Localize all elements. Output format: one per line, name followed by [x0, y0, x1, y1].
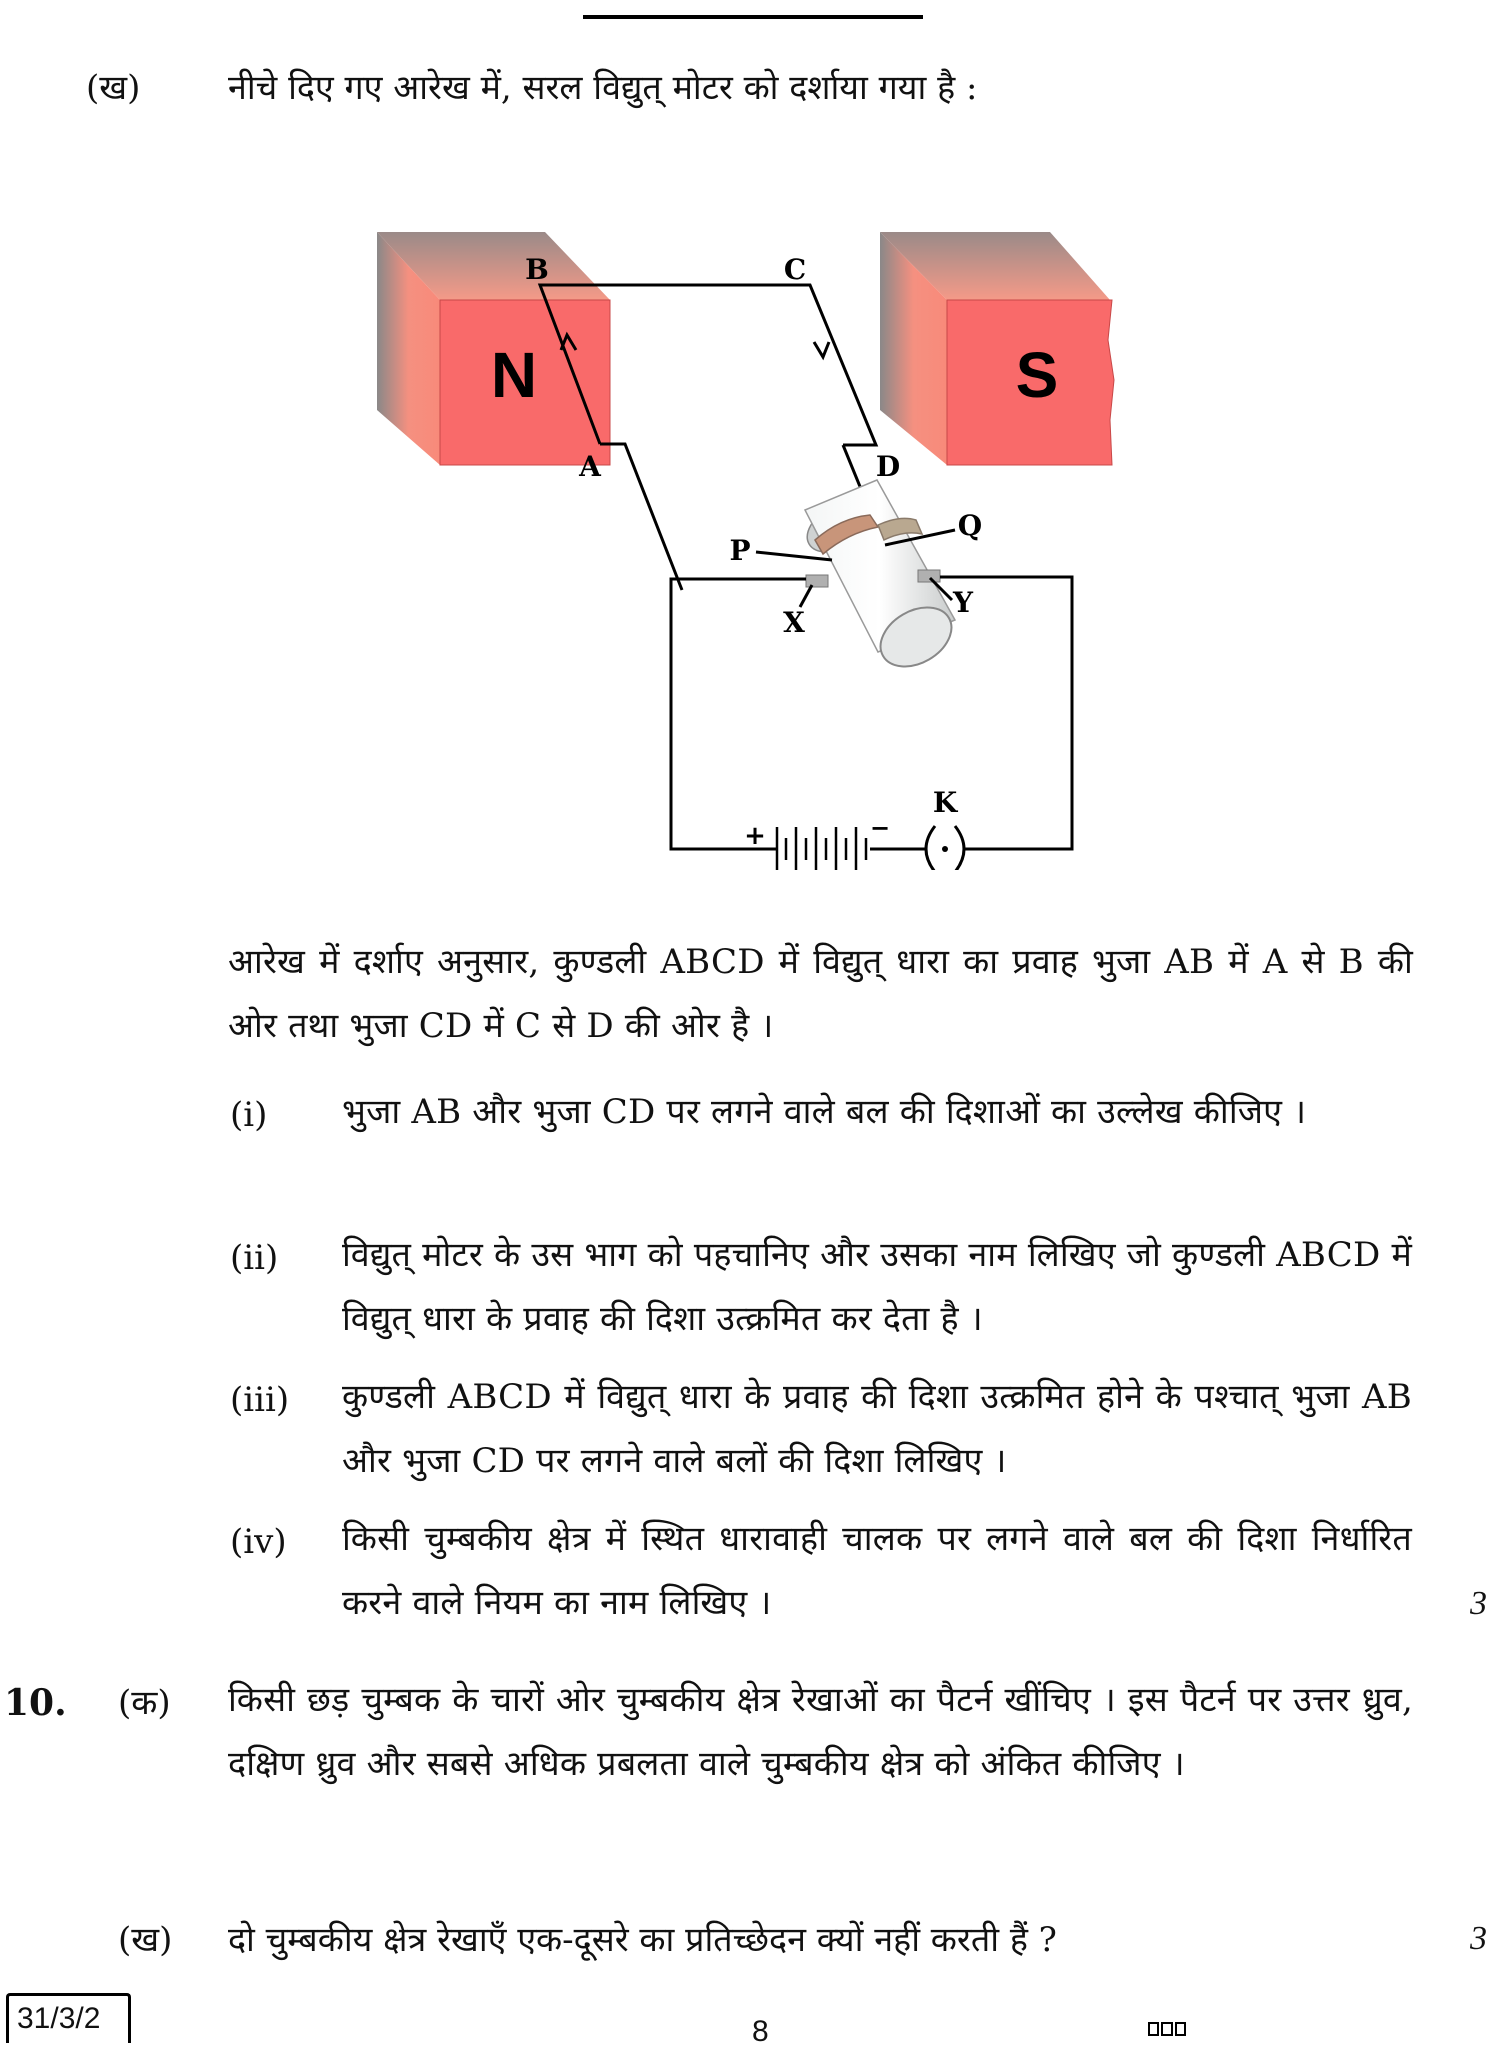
point-q-label: Q [957, 509, 983, 542]
battery-icon [777, 827, 866, 870]
question-10b-label: (ख) [118, 1920, 173, 1960]
question-10a-label: (क) [118, 1683, 171, 1723]
part-ii-text: विद्युत् मोटर के उस भाग को पहचानिए और उसका नाम लिखिए जो कुण्डली ABCD में विद्युत् धारा के प्रवाह की दिशा उत्क्रमित कर देता है । [342, 1235, 1412, 1339]
question-9-marks: 3 [1470, 1585, 1487, 1622]
question-9b-intro: नीचे दिए गए आरेख में, सरल विद्युत् मोटर को दर्शाया गया है : [228, 68, 978, 108]
part-iv-number: (iv) [230, 1522, 287, 1562]
part-i-number: (i) [230, 1095, 268, 1135]
point-c-label: C [783, 253, 807, 286]
question-10a-text: किसी छड़ चुम्बक के चारों ओर चुम्बकीय क्षेत्र रेखाओं का पैटर्न खींचिए । इस पैटर्न पर उत्तर ध्रुव, दक्षिण ध्रुव और सबसे अधिक प्रबलता वाले चुम्बकीय क्षेत्र को अंकित कीजिए । [228, 1680, 1413, 1784]
paper-code-box [6, 1993, 131, 2043]
battery-minus-label: − [869, 814, 891, 842]
commutator-cylinder [798, 480, 962, 679]
part-iv-text: किसी चुम्बकीय क्षेत्र में स्थित धारावाही चालक पर लगने वाले बल की दिशा निर्धारित करने वाले नियम का नाम लिखिए । [342, 1519, 1412, 1623]
part-iii-number: (iii) [230, 1380, 290, 1420]
point-a-label: A [579, 450, 601, 483]
battery-plus-label: + [744, 821, 766, 851]
page-number: 8 [752, 2015, 769, 2048]
south-pole-label: S [1015, 339, 1059, 411]
key-k-label: K [932, 786, 958, 819]
point-p-label: P [729, 534, 751, 567]
part-ii-number: (ii) [230, 1238, 279, 1278]
north-pole-label: N [490, 339, 538, 411]
question-10-number: 10. [4, 1682, 67, 1724]
point-y-label: Y [953, 586, 973, 619]
question-9b-label: (ख) [86, 68, 141, 108]
part-i-text: भुजा AB और भुजा CD पर लगने वाले बल की दिशाओं का उल्लेख कीजिए । [342, 1092, 1307, 1132]
question-10-marks: 3 [1470, 1920, 1487, 1957]
point-b-label: B [525, 253, 549, 286]
question-10b-text: दो चुम्बकीय क्षेत्र रेखाएँ एक-दूसरे का प्रतिच्छेदन क्यों नहीं करती हैं ? [228, 1920, 1057, 1960]
electric-motor-diagram [370, 220, 1130, 870]
question-9b-description: आरेख में दर्शाए अनुसार, कुण्डली ABCD में विद्युत् धारा का प्रवाह भुजा AB में A से B की ओर तथा भुजा CD में C से D की ओर है । [228, 942, 1413, 1046]
top-divider [583, 15, 923, 19]
part-iii-text: कुण्डली ABCD में विद्युत् धारा के प्रवाह की दिशा उत्क्रमित होने के पश्चात् भुजा AB और भुजा CD पर लगने वाले बलों की दिशा लिखिए । [342, 1377, 1412, 1481]
paper-code: 31/3/2 [17, 2002, 101, 2035]
point-d-label: D [875, 450, 901, 483]
point-x-label: X [783, 606, 805, 639]
south-magnet [880, 232, 1114, 465]
